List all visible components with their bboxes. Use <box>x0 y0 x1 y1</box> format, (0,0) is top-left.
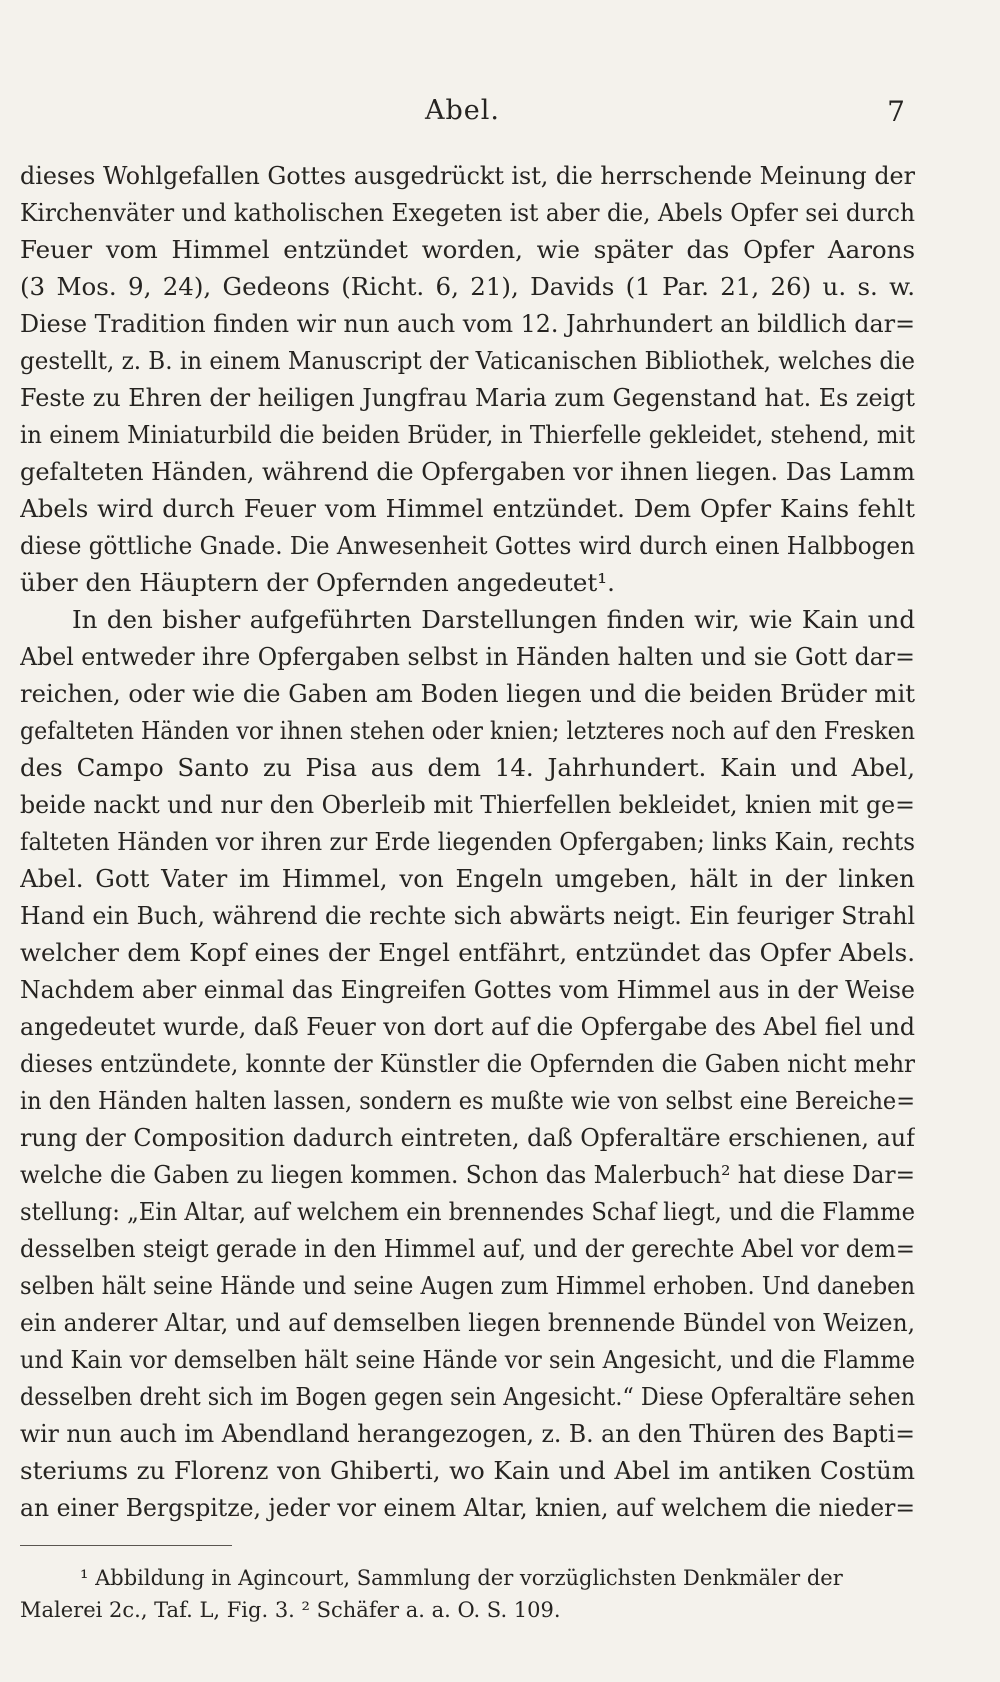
text-line: (3 Mos. 9, 24), Gedeons (Richt. 6, 21), Davids (1 Par. 21, 26) u. s. w. <box>20 272 915 301</box>
text-line: in einem Miniaturbild die beiden Brüder, in Thierfelle gekleidet, stehend, mit <box>20 420 915 449</box>
page-header <box>20 95 905 135</box>
text-line: rung der Composition dadurch eintreten, daß Opferaltäre erschienen, auf <box>20 1123 915 1152</box>
text-line: Nachdem aber einmal das Eingreifen Gottes vom Himmel aus in der Weise <box>20 975 915 1004</box>
text-line: Abel. Gott Vater im Himmel, von Engeln umgeben, hält in der linken <box>20 864 915 893</box>
paragraph-start-line: In den bisher aufgeführten Darstellungen finden wir, wie Kain und <box>72 605 915 634</box>
text-line: diese göttliche Gnade. Die Anwesenheit Gottes wird durch einen Halbbogen <box>20 531 915 560</box>
footnote-divider <box>20 1545 232 1546</box>
text-line: desselben dreht sich im Bogen gegen sein Angesicht.“ Diese Opferaltäre sehen <box>20 1382 915 1411</box>
text-line: Hand ein Buch, während die rechte sich abwärts neigt. Ein feuriger Strahl <box>20 901 915 930</box>
body-text <box>20 157 915 1526</box>
text-line: beide nackt und nur den Oberleib mit Thierfellen bekleidet, knien mit ge= <box>20 790 915 819</box>
running-head: Abel. <box>425 95 500 126</box>
text-line: Feuer vom Himmel entzündet worden, wie später das Opfer Aarons <box>20 235 915 264</box>
text-line: welcher dem Kopf eines der Engel entfährt, entzündet das Opfer Abels. <box>20 938 915 967</box>
text-line: welche die Gaben zu liegen kommen. Schon das Malerbuch² hat diese Dar= <box>20 1160 915 1189</box>
text-line: Diese Tradition finden wir nun auch vom 12. Jahrhundert an bildlich dar= <box>20 309 915 338</box>
text-line: Abels wird durch Feuer vom Himmel entzündet. Dem Opfer Kains fehlt <box>20 494 915 523</box>
text-line: dieses Wohlgefallen Gottes ausgedrückt ist, die herrschende Meinung der <box>20 161 915 190</box>
text-line: ein anderer Altar, und auf demselben liegen brennende Bündel von Weizen, <box>20 1308 915 1337</box>
text-line: in den Händen halten lassen, sondern es mußte wie von selbst eine Bereiche= <box>20 1086 915 1115</box>
text-line: wir nun auch im Abendland herangezogen, z. B. an den Thüren des Bapti= <box>20 1419 915 1448</box>
footnotes <box>20 1562 915 1626</box>
footnote-line: ¹ Abbildung in Agincourt, Sammlung der vorzüglichsten Denkmäler der <box>80 1566 843 1590</box>
text-line: angedeutet wurde, daß Feuer von dort auf die Opfergabe des Abel fiel und <box>20 1012 915 1041</box>
text-line: gestellt, z. B. in einem Manuscript der Vaticanischen Bibliothek, welches die <box>20 346 915 375</box>
text-line: des Campo Santo zu Pisa aus dem 14. Jahrhundert. Kain und Abel, <box>20 753 915 782</box>
text-line: falteten Händen vor ihren zur Erde liegenden Opfergaben; links Kain, rechts <box>20 827 915 856</box>
text-line: gefalteten Händen, während die Opfergaben vor ihnen liegen. Das Lamm <box>20 457 915 486</box>
text-line: dieses entzündete, konnte der Künstler die Opfernden die Gaben nicht mehr <box>20 1049 915 1078</box>
text-line: und Kain vor demselben hält seine Hände vor sein Angesicht, und die Flamme <box>20 1345 915 1374</box>
text-line: Kirchenväter und katholischen Exegeten ist aber die, Abels Opfer sei durch <box>20 198 915 227</box>
text-line: an einer Bergspitze, jeder vor einem Altar, knien, auf welchem die nieder= <box>20 1493 915 1522</box>
text-line: reichen, oder wie die Gaben am Boden liegen und die beiden Brüder mit <box>20 679 915 708</box>
text-line: desselben steigt gerade in den Himmel auf, und der gerechte Abel vor dem= <box>20 1234 915 1263</box>
text-line: Feste zu Ehren der heiligen Jungfrau Maria zum Gegenstand hat. Es zeigt <box>20 383 915 412</box>
text-line: Abel entweder ihre Opfergaben selbst in Händen halten und sie Gott dar= <box>20 642 915 671</box>
page-number: 7 <box>887 95 905 128</box>
text-line: steriums zu Florenz von Ghiberti, wo Kain und Abel im antiken Costüm <box>20 1456 915 1485</box>
text-line: gefalteten Händen vor ihnen stehen oder knien; letzteres noch auf den Fresken <box>20 716 915 745</box>
text-line: über den Häuptern der Opfernden angedeutet¹. <box>20 568 615 597</box>
text-line: selben hält seine Hände und seine Augen zum Himmel erhoben. Und daneben <box>20 1271 915 1300</box>
text-line: stellung: „Ein Altar, auf welchem ein brennendes Schaf liegt, und die Flamme <box>20 1197 915 1226</box>
footnote-line: Malerei 2c., Taf. L, Fig. 3. ² Schäfer a. a. O. S. 109. <box>20 1598 561 1622</box>
